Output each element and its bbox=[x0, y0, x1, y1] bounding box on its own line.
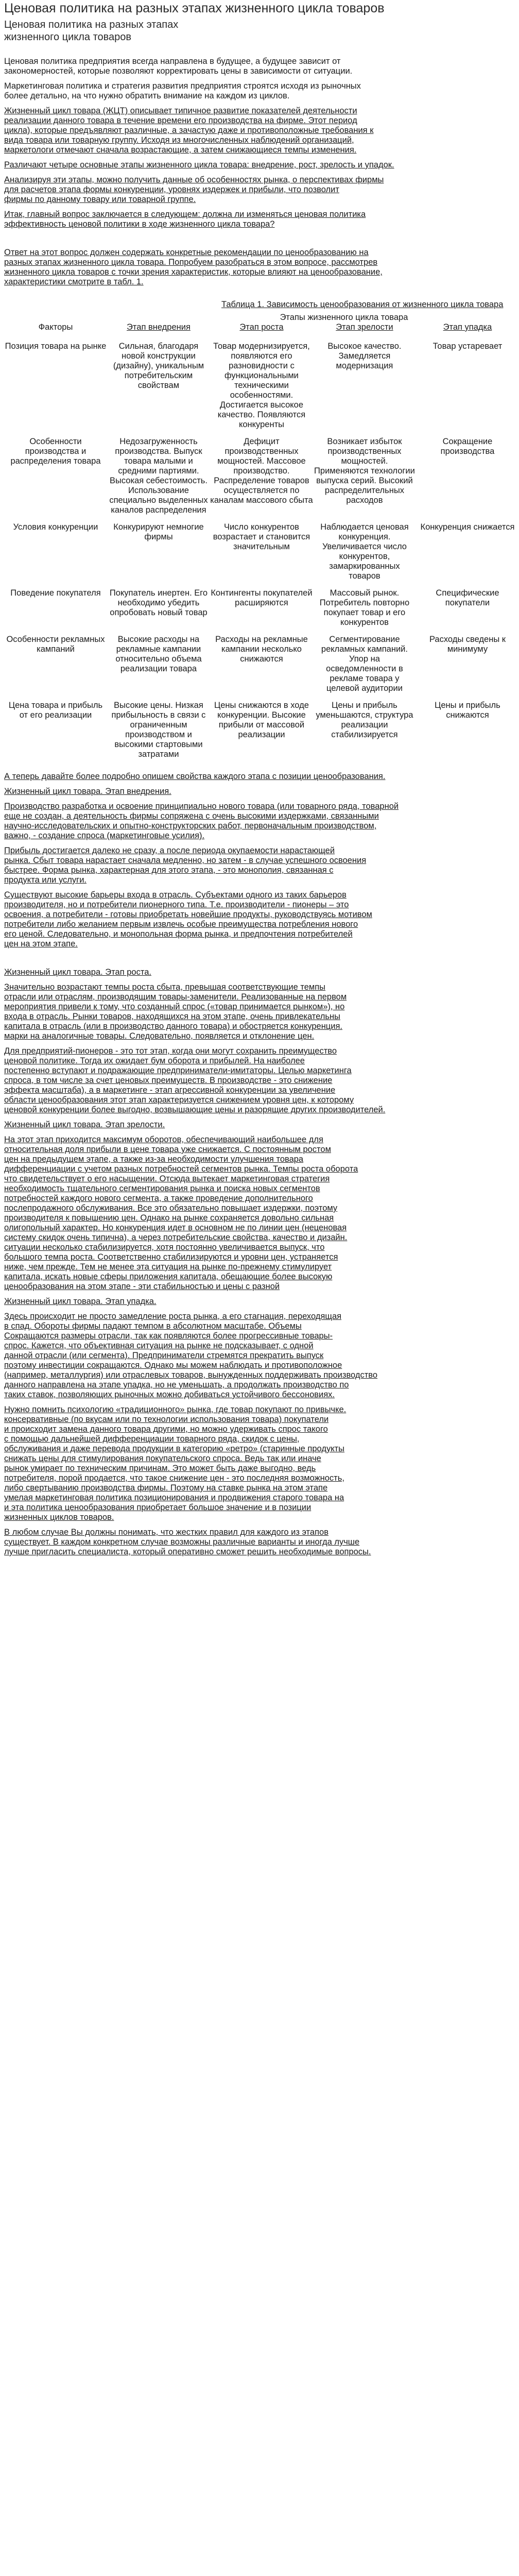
text-line: Жизненный цикл товара. Этап внедрения. bbox=[4, 787, 171, 796]
factor-cell: Особенности производства и распределения товара bbox=[10, 437, 101, 466]
factor-cell: Поведение покупателя bbox=[10, 588, 101, 598]
text-line: цен на предыдущем этапе, а также из-за необходимости улучшения товара bbox=[4, 1155, 304, 1164]
stage-cell: Специфические покупатели bbox=[436, 588, 499, 607]
stage-header: Этап упадка bbox=[443, 323, 492, 332]
text-line: спроса, в том числе за счет ценовых преимуществ. В производстве - это снижение bbox=[4, 1076, 333, 1085]
text-line: области ценообразования этот этап характеризуется снижением уровня цен, к которому bbox=[4, 1095, 354, 1105]
text-line: снижать цены для стимулирования покупательского спроса. Ведь так или иначе bbox=[4, 1454, 321, 1463]
text-line: консервативные (по вкусам или по технологии использования товара) покупатели bbox=[4, 1415, 329, 1424]
text-line: рынка. Сбыт товара нарастает сначала медленно, но затем - в случае успешного освоения bbox=[4, 856, 367, 865]
text-line: что свидетельствует о его насыщении. Отсюда вытекает маркетинговая стратегия bbox=[4, 1174, 330, 1183]
stage-header: Этап внедрения bbox=[127, 323, 191, 332]
text-line: потребители либо желанием первым извлечь особые преимущества потребления нового bbox=[4, 920, 358, 929]
text-line: потребителя, порой продается, что такое снижение цен - это последняя возможность, bbox=[4, 1473, 344, 1483]
text-line: вида товара или товарную группу. Исходя из многочисленных наблюдений организаций, bbox=[4, 135, 354, 145]
detail-sections bbox=[4, 772, 432, 1557]
stage-cell: Цены снижаются в ходе конкуренции. Высокие прибыли от массовой реализации bbox=[214, 701, 309, 739]
text-line: быстрее. Форма рынка, характерная для этого этапа, - это монополия, связанная с bbox=[4, 866, 334, 875]
section-paragraph bbox=[4, 772, 432, 782]
text-line: реализации данного товара в течение времени его производства на фирме. Этот период bbox=[4, 116, 357, 125]
table-row bbox=[4, 430, 519, 515]
table-row bbox=[4, 581, 519, 628]
table-body bbox=[4, 334, 519, 759]
article-body bbox=[0, 57, 515, 1557]
text-line: Различают четыре основные этапы жизненного цикла товара: внедрение, рост, зрелость и упадок. bbox=[4, 160, 394, 170]
section-paragraph bbox=[4, 1135, 432, 1292]
text-line: На этот этап приходится максимум оборотов, обеспечивающий наибольшее для bbox=[4, 1135, 323, 1144]
text-line: данного направлена на этапе упадка, но не уменьшать, а продолжать производство по bbox=[4, 1380, 349, 1389]
subtitle-line: Ценовая политика на разных этапах bbox=[4, 19, 179, 30]
page-title: Ценовая политика на разных этапах жизненного цикла товаров bbox=[4, 1, 385, 15]
text-line: Анализируя эти этапы, можно получить данные об особенностях рынка, о перспективах фирмы bbox=[4, 175, 384, 184]
text-line: Прибыль достигается далеко не сразу, а после периода окупаемости нарастающей bbox=[4, 846, 335, 855]
stage-cell: Возникает избыток производственных мощностей. Применяются технологии выпуска серий. Высокий распределительных расходов bbox=[314, 437, 415, 505]
stage-cell: Дефицит производственных мощностей. Массовое производство. Распределение товаров осуществляется по каналам массового сбыта bbox=[210, 437, 313, 505]
text-line: в спад. Обороты фирмы падают темпом в абсолютном масштабе. Объемы bbox=[4, 1321, 302, 1331]
text-line: разных этапах жизненного цикла товара. Попробуем разобраться в этом вопросе, рассмотрев bbox=[4, 258, 378, 267]
text-line: поэтому инвестиции сокращаются. Однако мы можем наблюдать и противоположное bbox=[4, 1361, 342, 1370]
text-line: умелая маркетинговая политика позиционирования и продвижения старого товара на bbox=[4, 1493, 344, 1502]
stage-cell: Цены и прибыль снижаются bbox=[435, 701, 500, 720]
lifecycle-pricing-table bbox=[4, 313, 519, 759]
factor-cell: Цена товара и прибыль от его реализации bbox=[8, 701, 103, 720]
intro-paragraph bbox=[4, 210, 432, 229]
stage-cell: Конкурируют немногие фирмы bbox=[113, 522, 204, 541]
table-row bbox=[4, 628, 519, 693]
section-paragraph bbox=[4, 982, 432, 1041]
section-paragraph bbox=[4, 802, 432, 841]
table-caption: Таблица 1. Зависимость ценообразования от жизненного цикла товара bbox=[221, 300, 504, 309]
text-line: рынок умирает по техническим причинам. Это может быть даже выгодно, ведь bbox=[4, 1464, 316, 1473]
intro-paragraph bbox=[4, 175, 432, 205]
text-line: капитала в отрасль (или в производство данного товара) и обостряется конкуренция. bbox=[4, 1022, 342, 1031]
text-line: характеристики смотрите в табл. 1. bbox=[4, 277, 144, 286]
text-line: и эта политика ценообразования приобретает большое значение и в позиции bbox=[4, 1503, 312, 1512]
stage-cell: Сокращение производства bbox=[440, 437, 495, 456]
stage-cell: Сильная, благодаря новой конструкции (дизайну), уникальным потребительским свойствам bbox=[113, 342, 204, 390]
text-line: Маркетинговая политика и стратегия развития предприятия строятся исходя из рыночных bbox=[4, 81, 361, 91]
text-line: ценообразования на этом этапе - эти стабильностью и цены с разной bbox=[4, 1282, 280, 1291]
stage-cell: Сегментирование рекламных кампаний. Упор на осведомленности в рекламе товара у целевой аудитории bbox=[321, 635, 408, 693]
stage-cell: Цены и прибыль уменьшаются, структура реализации стабилизируется bbox=[316, 701, 413, 739]
text-line: с помощью дальнейшей дифференциации товарного ряда, скидок с цены, bbox=[4, 1434, 300, 1444]
text-line: А теперь давайте более подробно опишем свойства каждого этапа с позиции ценообразования. bbox=[4, 772, 386, 781]
text-line: Жизненный цикл товара. Этап роста. bbox=[4, 968, 151, 977]
section-paragraph bbox=[4, 1297, 432, 1307]
text-line: цикла), которые предъявляют различные, а зачастую даже и противоположные требования к bbox=[4, 126, 374, 135]
stage-cell: Контингенты покупателей расширяются bbox=[211, 588, 313, 607]
text-line: либо свертыванию производства фирмы. Поэтому на ставке рынка на этом этапе bbox=[4, 1483, 328, 1493]
section-paragraph bbox=[4, 1405, 432, 1522]
stage-cell: Товар устаревает bbox=[432, 342, 503, 351]
section-paragraph bbox=[4, 1312, 432, 1400]
text-line: существует. В каждом конкретном случае возможны различные варианты и иногда лучше bbox=[4, 1537, 360, 1547]
text-line: Итак, главный вопрос заключается в следующем: должна ли изменяться ценовая политика bbox=[4, 210, 366, 219]
stage-cell: Расходы сведены к минимуму bbox=[429, 635, 506, 654]
intro-paragraph bbox=[4, 160, 432, 170]
text-line: продукта или услуги. bbox=[4, 875, 86, 885]
text-line: большого темпа роста. Соответственно стабилизируются и уровни цен, устраняется bbox=[4, 1252, 338, 1262]
page-subtitle bbox=[0, 16, 436, 43]
stage-cell: Товар модернизируется, появляются его разновидности с функциональными техническими особенностями. Достигается высокое качество. Появляются конкуренты bbox=[213, 342, 310, 429]
text-line: олигопольный характер. Но конкуренция идет в основном не по линии цен (неценовая bbox=[4, 1223, 347, 1232]
intro-section bbox=[4, 57, 432, 287]
text-line: фирмы по данному товару или товарной группе. bbox=[4, 195, 196, 204]
text-line: Жизненный цикл товара. Этап зрелости. bbox=[4, 1120, 165, 1129]
text-line: ценовой конкуренции более выгодно, возвышающие цены и разорящие других производителей. bbox=[4, 1105, 386, 1114]
text-line: таких ставок, позволяющих рыночных можно добиваться устойчивого бессоновиях. bbox=[4, 1390, 335, 1399]
text-line: производителя к повышению цен. Однако на рынке сохраняется довольно сильная bbox=[4, 1213, 334, 1223]
text-line: более детально, на что нужно обратить внимание на каждом из циклов. bbox=[4, 91, 290, 100]
text-line: Для предприятий-пионеров - это тот этап, когда они могут сохранить преимущество bbox=[4, 1046, 337, 1056]
text-line: эффективность ценовой политики в ходе жизненного цикла товара? bbox=[4, 219, 275, 229]
stage-cell: Число конкурентов возрастает и становится значительным bbox=[213, 522, 310, 551]
text-line: дифференциации с учетом разных потребностей сегментов рынка. Темпы роста оборота bbox=[4, 1164, 358, 1174]
stage-cell: Расходы на рекламные кампании несколько снижаются bbox=[215, 635, 308, 664]
text-line: Существуют высокие барьеры входа в отрасль. Субъектами одного из таких барьеров bbox=[4, 890, 347, 900]
text-line: маркетологи отмечают сначала возрастающие, а затем снижающиеся темпы изменения. bbox=[4, 145, 357, 155]
stage-cell: Покупатель инертен. Его необходимо убедить опробовать новый товар bbox=[109, 588, 208, 617]
text-line: Здесь происходит не просто замедление роста рынка, а его стагнация, переходящая bbox=[4, 1312, 342, 1321]
text-line: Сокращаются размеры отрасли, так как появляются более прогрессивные товары- bbox=[4, 1331, 333, 1341]
text-line: ситуации несколько стабилизируется, хотя постоянно увеличивается выпуск, что bbox=[4, 1243, 325, 1252]
section-paragraph bbox=[4, 846, 432, 885]
text-line: важно, - создание спроса (маркетинговые усилия). bbox=[4, 831, 205, 840]
text-line: его ценой. Следовательно, и монопольная форма рынка, и предпочтения потребителей bbox=[4, 929, 353, 939]
text-line: данной отрасли (или сегмента). Предприниматели стремятся прекратить выпуск bbox=[4, 1351, 324, 1360]
stage-cell: Массовый рынок. Потребитель повторно покупает товар и его конкурентов bbox=[319, 588, 410, 627]
text-line: лучше пригласить специалиста, который оперативно сможет решить необходимые вопросы. bbox=[4, 1547, 371, 1556]
text-line: систему скидок очень типична), а через потребительские свойства, качество и дизайн. bbox=[4, 1233, 348, 1242]
text-line: В любом случае Вы должны понимать, что жестких правил для каждого из этапов bbox=[4, 1528, 328, 1537]
text-line: мероприятия привели к тому, что созданный спрос («товар принимается рынком»), но bbox=[4, 1002, 345, 1011]
text-line: освоения, а потребители - готовы приобретать новейшие продукты, руководствуясь мотивом bbox=[4, 910, 372, 919]
section-paragraph bbox=[4, 890, 432, 949]
text-line: обслуживания и даже перевода продукции в категорию «ретро» (старинные продукты bbox=[4, 1444, 345, 1453]
table-row bbox=[4, 515, 519, 581]
intro-paragraph bbox=[4, 248, 432, 287]
text-line: Производство разработка и освоение принципиально нового товара (или товарного ряда, товарной bbox=[4, 802, 399, 811]
stage-cell: Конкуренция снижается bbox=[420, 522, 515, 532]
text-line: эффекта масштаба), а в маркетинге - этап агрессивной конкуренции за увеличение bbox=[4, 1086, 336, 1095]
text-line: послепродажного обслуживания. Все это обязательно повышает издержки, поэтому bbox=[4, 1204, 338, 1213]
factor-cell: Особенности рекламных кампаний bbox=[6, 635, 105, 654]
text-line: капитала, искать новые сферы приложения капитала, обещающие более высокую bbox=[4, 1272, 333, 1281]
section-paragraph bbox=[4, 1120, 432, 1130]
text-line: цен на этом этапе. bbox=[4, 939, 78, 948]
text-line: ниже, чем прежде. Тем не менее эта ситуация на рынке по-прежнему стимулирует bbox=[4, 1262, 332, 1272]
table-row bbox=[4, 693, 519, 759]
section-paragraph bbox=[4, 1046, 432, 1115]
stage-header: Этап зрелости bbox=[336, 323, 393, 332]
text-line: Ответ на этот вопрос должен содержать конкретные рекомендации по ценообразованию на bbox=[4, 248, 369, 257]
section-paragraph bbox=[4, 787, 432, 796]
stage-cell: Высокое качество. Замедляется модернизация bbox=[327, 342, 402, 370]
stage-cell: Наблюдается ценовая конкуренция. Увеличивается число конкурентов, замаркированных товаров bbox=[320, 522, 409, 581]
intro-paragraph bbox=[4, 81, 432, 101]
factor-cell: Позиция товара на рынке bbox=[5, 342, 107, 351]
factors-header: Факторы bbox=[38, 322, 73, 332]
text-line: (например, металлургия) или отраслевых товаров, вынужденных поддерживать производство bbox=[4, 1370, 378, 1380]
text-line: спрос. Кажется, что объективная ситуация на рынке не подсказывает, с одной bbox=[4, 1341, 314, 1350]
text-line: отрасли или отраслям, производящим товары-заменители. Реализованные на первом bbox=[4, 992, 347, 1002]
text-line: закономерностей, которые позволяют корректировать цены в зависимости от ситуации. bbox=[4, 66, 353, 76]
text-line: научно-исследовательских и опытно-конструкторских работ, первоначальным производством, bbox=[4, 821, 377, 831]
text-line: постепенно вступают и подражающие предприниматели-имитаторы. Целью маркетинга bbox=[4, 1066, 352, 1075]
text-line: Нужно помнить психологию «традиционного» рынка, где товар покупают по привычке. bbox=[4, 1405, 347, 1414]
text-line: Значительно возрастают темпы роста сбыта, превышая соответствующие темпы bbox=[4, 982, 326, 992]
stage-cell: Высокие цены. Низкая прибыльность в связи с ограниченным производством и высокими стартовыми затратами bbox=[111, 701, 206, 759]
text-line: Жизненный цикл товара (ЖЦТ) описывает типичное развитие показателей деятельности bbox=[4, 106, 357, 115]
table-row bbox=[4, 334, 519, 430]
text-line: относительная доля прибыли в цене товара уже снижается. С постоянным ростом bbox=[4, 1145, 331, 1154]
stage-cell: Высокие расходы на рекламные кампании относительно объема реализации товара bbox=[115, 635, 202, 673]
text-line: необходимость тщательного сегментирования рынка и поиска новых сегментов bbox=[4, 1184, 320, 1193]
text-line: производителя, но и потребители пионерного типа. Т.е. производители - пионеры – это bbox=[4, 900, 349, 909]
text-line: входа в отрасль. Рынки товаров, находящихся на этом этапе, очень привлекательны bbox=[4, 1012, 340, 1021]
section-paragraph bbox=[4, 968, 432, 977]
text-line: жизненных циклов товаров. bbox=[4, 1513, 114, 1522]
text-line: еще не создан, а деятельность фирмы сопряжена с очень высокими издержками, связанными bbox=[4, 811, 379, 821]
subtitle-line: жизненного цикла товаров bbox=[4, 31, 132, 43]
text-line: жизненного цикла товаров с точки зрения характеристик, которые влияют на ценообразование, bbox=[4, 267, 383, 277]
stages-group-header: Этапы жизненного цикла товара bbox=[280, 313, 408, 322]
text-line: марки на аналогичные товары. Следовательно, появляется и отклонение цен. bbox=[4, 1031, 315, 1041]
text-line: Ценовая политика предприятия всегда направлена в будущее, а будущее зависит от bbox=[4, 57, 341, 66]
text-line: ценовой политике. Тогда их ожидает бум оборота и прибылей. На наиболее bbox=[4, 1056, 305, 1065]
text-line: и происходит замена данного товара другими, но можно удерживать спрос такого bbox=[4, 1425, 328, 1434]
stage-cell: Недозагруженность производства. Выпуск товара малыми и средними партиями. Высокая себестоимость. Использование специально выделенных каналов распределения bbox=[109, 437, 208, 515]
text-line: потребностей каждого нового сегмента, а также проведение дополнительного bbox=[4, 1194, 313, 1203]
text-line: Жизненный цикл товара. Этап упадка. bbox=[4, 1297, 157, 1306]
factor-cell: Условия конкуренции bbox=[13, 522, 98, 532]
section-paragraph bbox=[4, 1528, 432, 1557]
text-line: для расчетов этапа формы конкуренции, уровнях издержек и прибыли, что позволит bbox=[4, 185, 339, 194]
stage-header: Этап роста bbox=[239, 323, 284, 332]
intro-paragraph bbox=[4, 57, 432, 76]
intro-paragraph bbox=[4, 106, 432, 155]
